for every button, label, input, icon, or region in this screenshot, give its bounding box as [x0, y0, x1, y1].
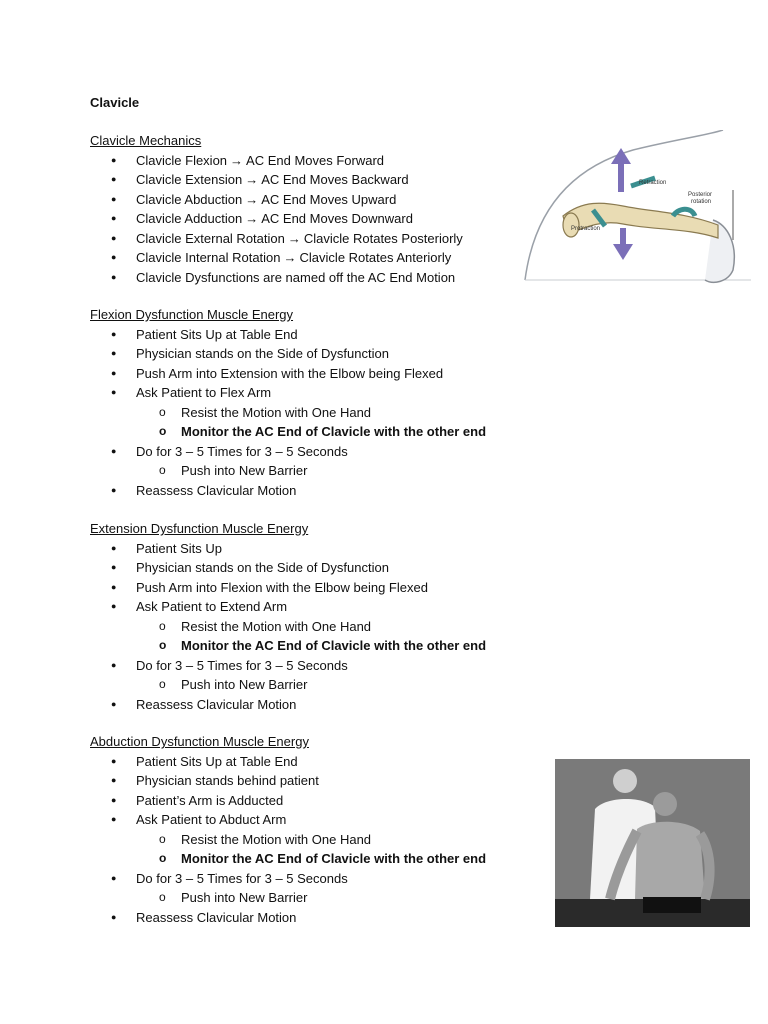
- arrow-icon: →: [287, 230, 301, 246]
- section-abduction-dysfunction: [90, 732, 520, 927]
- list-item: ● Reassess Clavicular Motion: [90, 695, 520, 715]
- list-item: [90, 597, 520, 656]
- sub-list-item: o Monitor the AC End of Clavicle with the other end: [136, 636, 520, 656]
- abduction-list: [90, 752, 520, 928]
- item-result: AC End Moves Forward: [246, 152, 385, 168]
- label-rotation: rotation: [691, 199, 712, 205]
- section-heading: Extension Dysfunction Muscle Energy: [90, 521, 309, 536]
- list-item: ● Patient Sits Up at Table End: [90, 752, 520, 772]
- item-result: Clavicle Rotates Anteriorly: [299, 250, 452, 265]
- list-item: ● Patient Sits Up: [90, 539, 520, 559]
- item-result: AC End Moves Downward: [261, 211, 413, 226]
- list-item: [90, 209, 520, 229]
- extension-list: [90, 539, 520, 715]
- list-item: [90, 383, 520, 442]
- sub-list-item: o Resist the Motion with One Hand: [136, 617, 520, 637]
- section-heading: Flexion Dysfunction Muscle Energy: [90, 307, 294, 322]
- list-item: ● Patient’s Arm is Adducted: [90, 791, 520, 811]
- sub-list-item: o Push into New Barrier: [136, 461, 520, 481]
- technique-photo: [555, 759, 750, 927]
- mechanics-list: [90, 151, 520, 288]
- item-motion: Clavicle External Rotation: [136, 230, 285, 246]
- document-title: Clavicle: [90, 95, 140, 110]
- arrow-icon: →: [283, 250, 297, 265]
- flexion-list: [90, 325, 520, 501]
- item-motion: Clavicle Extension: [136, 172, 243, 187]
- list-item: ● Physician stands on the Side of Dysfunction: [90, 344, 520, 364]
- sub-list-item: o Resist the Motion with One Hand: [136, 403, 520, 423]
- sub-list-item: o Push into New Barrier: [136, 675, 520, 695]
- list-item-text: Ask Patient to Extend Arm: [136, 599, 288, 614]
- arrow-icon: →: [230, 152, 244, 168]
- list-item-text: Do for 3 – 5 Times for 3 – 5 Seconds: [136, 870, 348, 886]
- item-motion: Clavicle Internal Rotation: [136, 250, 281, 265]
- section-clavicle-mechanics: [90, 131, 520, 287]
- arrow-icon: →: [245, 211, 259, 226]
- list-item-text: Ask Patient to Abduct Arm: [136, 812, 287, 827]
- sub-list: [136, 888, 520, 908]
- list-item: [90, 229, 520, 249]
- sub-list-item: o Monitor the AC End of Clavicle with the other end: [136, 422, 520, 442]
- list-item: ● Physician stands behind patient: [90, 771, 520, 791]
- section-flexion-dysfunction: [90, 305, 520, 500]
- item-result: Clavicle Rotates Posteriorly: [303, 230, 463, 246]
- list-item: [90, 248, 520, 268]
- item-motion: Clavicle Abduction: [136, 191, 243, 207]
- list-item: [90, 151, 520, 171]
- list-item-text: Do for 3 – 5 Times for 3 – 5 Seconds: [136, 443, 348, 459]
- arrow-icon: →: [245, 191, 259, 207]
- list-item-text: Ask Patient to Flex Arm: [136, 385, 272, 400]
- sub-list: [136, 617, 520, 656]
- item-motion: Clavicle Adduction: [136, 211, 243, 226]
- list-item: ● Reassess Clavicular Motion: [90, 908, 520, 928]
- sub-list: [136, 675, 520, 695]
- section-extension-dysfunction: [90, 519, 520, 714]
- sub-list: [136, 403, 520, 442]
- list-item: ● Patient Sits Up at Table End: [90, 325, 520, 345]
- list-item: [90, 810, 520, 869]
- sub-list-item: o Push into New Barrier: [136, 888, 520, 908]
- list-item: [90, 656, 520, 695]
- label-protraction: Protraction: [571, 226, 601, 232]
- section-heading: Clavicle Mechanics: [90, 133, 202, 148]
- item-motion: Clavicle Flexion: [136, 152, 228, 168]
- item-result: AC End Moves Backward: [261, 172, 409, 187]
- list-item: ● Push Arm into Flexion with the Elbow being Flexed: [90, 578, 520, 598]
- list-item: ● Clavicle Dysfunctions are named off the AC End Motion: [90, 268, 520, 288]
- sub-list: [136, 830, 520, 869]
- label-retraction: Retraction: [639, 180, 667, 186]
- clavicle-motion-illustration: [523, 130, 751, 288]
- list-item: ● Reassess Clavicular Motion: [90, 481, 520, 501]
- item-result: AC End Moves Upward: [261, 191, 397, 207]
- list-item: [90, 869, 520, 908]
- list-item: [90, 442, 520, 481]
- sub-list: [136, 461, 520, 481]
- sub-list-item: o Monitor the AC End of Clavicle with the other end: [136, 849, 520, 869]
- list-item: [90, 190, 520, 210]
- section-heading: Abduction Dysfunction Muscle Energy: [90, 734, 309, 749]
- list-item: ● Physician stands on the Side of Dysfunction: [90, 558, 520, 578]
- list-item-text: Do for 3 – 5 Times for 3 – 5 Seconds: [136, 657, 348, 673]
- list-item: ● Push Arm into Extension with the Elbow being Flexed: [90, 364, 520, 384]
- arrow-icon: →: [245, 172, 259, 187]
- list-item: [90, 170, 520, 190]
- sub-list-item: o Resist the Motion with One Hand: [136, 830, 520, 850]
- label-posterior: Posterior: [688, 192, 713, 198]
